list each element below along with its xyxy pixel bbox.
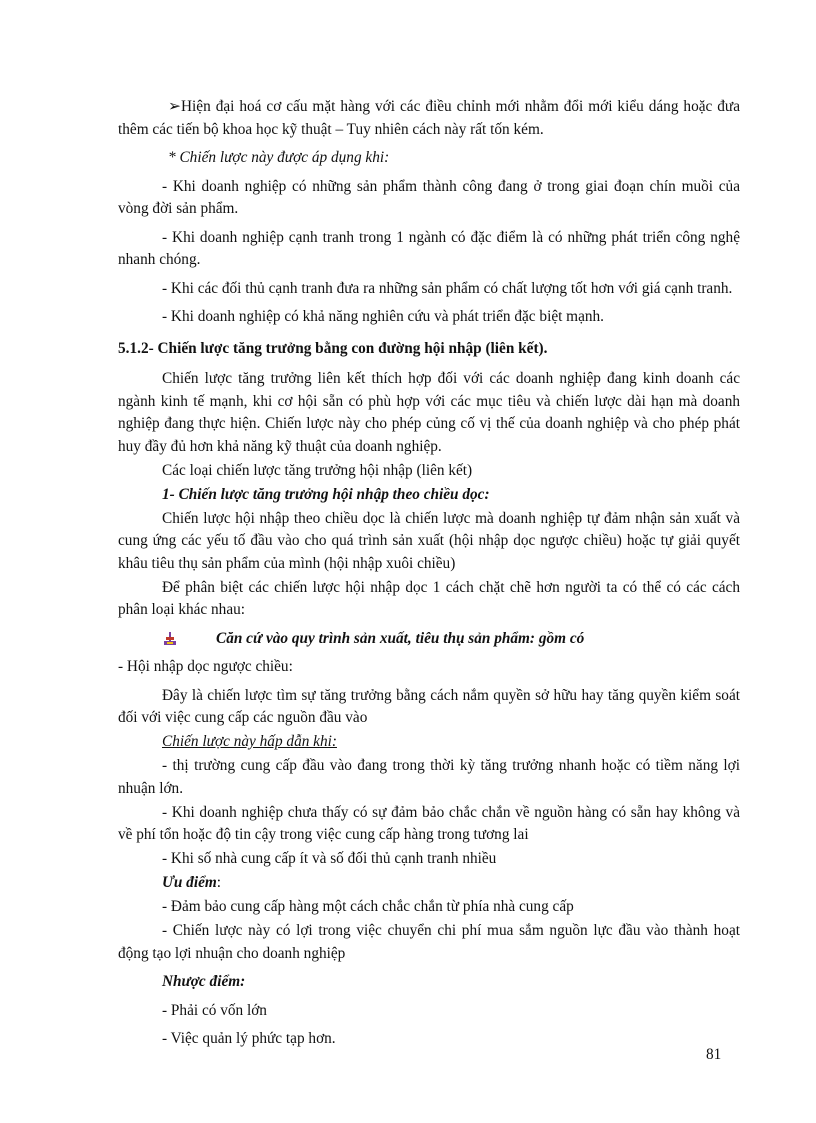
paragraph-backward: - Hội nhập dọc ngược chiều: [118, 658, 293, 675]
condition-item: - Khi doanh nghiệp có khả năng nghiên cứu và phát triển đặc biệt mạnh. [162, 308, 604, 325]
paragraph-modernize: ➢Hiện đại hoá cơ cấu mặt hàng với các điều chỉnh mới nhằm đổi mới kiểu dáng hoặc đưa thêm các tiến bộ khoa học kỹ thuật – Tuy nhiên cách này rất tốn kém. [118, 98, 740, 138]
condition-item: - thị trường cung cấp đầu vào đang trong thời kỳ tăng trưởng nhanh hoặc có tiềm năng lợi nhuận lớn. [118, 757, 740, 797]
attractive-when-heading: Chiến lược này hấp dẫn khi: [162, 733, 337, 750]
advantage-item: - Đảm bảo cung cấp hàng một cách chắc chắn từ phía nhà cung cấp [162, 898, 574, 915]
advantage-item: - Chiến lược này có lợi trong việc chuyển chi phí mua sắm nguồn lực đầu vào thành hoạt động tạo lợi nhuận cho doanh nghiệp [118, 922, 740, 962]
disadvantage-item: - Việc quản lý phức tạp hơn. [162, 1030, 336, 1047]
subheading-vertical: 1- Chiến lược tăng trưởng hội nhập theo chiều dọc: [162, 485, 490, 503]
condition-item: - Khi các đối thủ cạnh tranh đưa ra những sản phẩm có chất lượng tốt hơn với giá cạnh tranh. [162, 279, 733, 297]
paragraph-backward-desc: Đây là chiến lược tìm sự tăng trưởng bằng cách nắm quyền sở hữu hay tăng quyền kiểm soát đối với việc cung cấp các nguồn đầu vào [118, 686, 740, 726]
paragraph-vertical: Chiến lược hội nhập theo chiều dọc là chiến lược mà doanh nghiệp tự đảm nhận sản xuất và cung ứng các yếu tố đầu vào cho quá trình sản xuất (hội nhập dọc ngược chiều) hoặc tự giải quyết khâu tiêu thụ sản phẩm của mình (hội nhập xuôi chiều) [118, 509, 740, 572]
disadvantage-item: - Phải có vốn lớn [162, 1001, 267, 1019]
paragraph-classify: Để phân biệt các chiến lược hội nhập dọc 1 cách chặt chẽ hơn người ta có thể có các cách phân loại khác nhau: [118, 578, 740, 618]
disadvantages-heading: Nhược điểm: [162, 973, 246, 990]
paragraph-types: Các loại chiến lược tăng trưởng hội nhập (liên kết) [162, 461, 473, 479]
condition-item: - Khi số nhà cung cấp ít và số đối thủ cạnh tranh nhiều [162, 850, 497, 867]
document-page [118, 96, 740, 1052]
bullet-row [118, 628, 740, 651]
applied-when-heading: * Chiến lược này được áp dụng khi: [168, 149, 390, 166]
arrow-bullet-icon: ➢ [168, 98, 181, 115]
bullet-text: Căn cứ vào quy trình sản xuất, tiêu thụ sản phẩm: gồm có [216, 629, 585, 647]
bullet-icon [162, 631, 178, 647]
paragraph-integration: Chiến lược tăng trưởng liên kết thích hợp đối với các doanh nghiệp đang kinh doanh các ngành kinh tế mạnh, khi cơ hội sẵn có phù hợp với các mục tiêu và chiến lược dài hạn mà doanh nghiệp đang thực hiện. Chiến lược này cho phép củng cố vị thế của doanh nghiệp và cho phép phát huy đầy đủ hơn khả năng kỹ thuật của doanh nghiệp. [118, 370, 740, 455]
advantages-heading: Ưu điểm: [162, 874, 222, 891]
page-number: 81 [706, 1046, 722, 1063]
condition-item: - Khi doanh nghiệp cạnh tranh trong 1 ngành có đặc điểm là có những phát triển công nghệ nhanh chóng. [118, 228, 740, 268]
condition-item: - Khi doanh nghiệp chưa thấy có sự đảm bảo chắc chắn về nguồn hàng có sẵn hay không và về phí tổn hoặc độ tin cậy trong việc cung cấp hàng trong tương lai [118, 803, 740, 843]
condition-item: - Khi doanh nghiệp có những sản phẩm thành công đang ở trong giai đoạn chín muồi của vòng đời sản phẩm. [118, 177, 740, 217]
section-heading: 5.1.2- Chiến lược tăng trưởng bằng con đường hội nhập (liên kết). [118, 339, 548, 357]
